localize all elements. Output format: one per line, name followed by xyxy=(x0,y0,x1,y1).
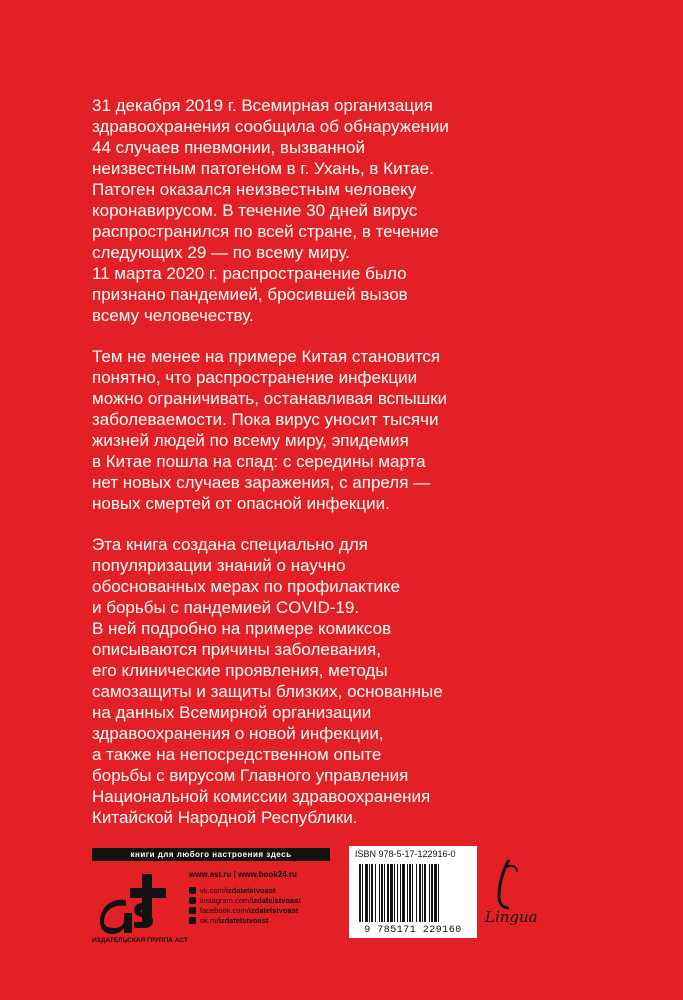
instagram-icon xyxy=(189,897,196,904)
social-link-instagram xyxy=(189,895,339,905)
text-line: на данных Всемирной организации xyxy=(92,703,372,722)
text-line: Национальной комиссии здравоохранения xyxy=(92,787,431,806)
text-line: всему человечеству. xyxy=(92,306,254,325)
social-handle: izdatelstvoast xyxy=(251,895,301,905)
text-line: популяризации знаний о научно xyxy=(92,556,346,575)
social-handle: izdatelstvoast xyxy=(225,885,276,895)
text-line: нет новых случаев заражения, с апреля — xyxy=(92,473,431,492)
slogan-bar: книги для любого настроения здесь xyxy=(92,848,330,861)
paragraph-1 xyxy=(92,95,532,326)
text-line: самозащиты и защиты близких, основанные xyxy=(92,682,443,701)
paragraph-3 xyxy=(92,534,532,828)
annotation-text xyxy=(92,95,532,848)
social-prefix: vk.com/ xyxy=(200,885,226,895)
publisher-caption: ИЗДАТЕЛЬСКАЯ ГРУППА АСТ xyxy=(92,937,188,944)
text-line: его клинические проявления, методы xyxy=(92,661,388,680)
barcode-digits: 9 785171 229160 xyxy=(364,925,462,936)
social-link-vk xyxy=(189,885,339,895)
lingua-logo xyxy=(485,858,545,938)
social-link-facebook xyxy=(189,905,339,915)
facebook-icon xyxy=(189,907,196,914)
barcode-icon xyxy=(357,864,469,922)
text-line: в Китае пошла на спад: с середины марта xyxy=(92,452,426,471)
lingua-swirl-icon xyxy=(487,858,527,914)
text-line: Патоген оказался неизвестным человеку xyxy=(92,180,417,199)
website-links: www.ast.ru | www.book24.ru xyxy=(189,870,297,879)
text-line: и борьбы с пандемией COVID-19. xyxy=(92,598,360,617)
text-line: можно ограничивать, останавливая вспышки xyxy=(92,389,448,408)
paragraph-2 xyxy=(92,346,532,514)
text-line: Тем не менее на примере Китая становится xyxy=(92,347,441,366)
social-prefix: facebook.com/ xyxy=(200,905,249,915)
text-line: следующих 29 — по всему миру. xyxy=(92,243,350,262)
social-handle: izdatelstvoast xyxy=(248,905,299,915)
text-line: борьбы с вирусом Главного управления xyxy=(92,766,409,785)
text-line: жизней людей по всему миру, эпидемия xyxy=(92,431,409,450)
text-line: заболеваемости. Пока вирус уносит тысячи xyxy=(92,410,439,429)
social-handle: izdatelstvoast xyxy=(218,915,269,925)
text-line: здравоохранения о новой инфекции, xyxy=(92,724,384,743)
social-prefix: ok.ru/ xyxy=(200,915,219,925)
text-line: В ней подробно на примере комиксов xyxy=(92,619,392,638)
social-link-ok xyxy=(189,915,339,925)
text-line: обоснованных мерах по профилактике xyxy=(92,577,401,596)
text-line: Эта книга создана специально для xyxy=(92,535,368,554)
imprint-name: Lingua xyxy=(485,908,538,926)
back-cover-footer xyxy=(92,840,652,980)
text-line: 11 марта 2020 г. распространение было xyxy=(92,264,407,283)
isbn-number: ISBN 978-5-17-122916-0 xyxy=(355,849,456,859)
text-line: признано пандемией, бросившей вызов xyxy=(92,285,408,304)
text-line: а также на непосредственном опыте xyxy=(92,745,382,764)
isbn-barcode-box xyxy=(349,846,477,938)
text-line: неизвестным патогеном в г. Ухань, в Китае. xyxy=(92,159,434,178)
text-line: здравоохранения сообщила об обнаружении xyxy=(92,117,449,136)
text-line: понятно, что распространение инфекции xyxy=(92,368,418,387)
text-line: описываются причины заболевания, xyxy=(92,640,381,659)
text-line: коронавирусом. В течение 30 дней вирус xyxy=(92,201,418,220)
ast-logo-icon xyxy=(98,870,174,934)
text-line: распространился по всей стране, в течение xyxy=(92,222,439,241)
text-line: новых смертей от опасной инфекции. xyxy=(92,494,390,513)
text-line: 31 декабря 2019 г. Всемирная организация xyxy=(92,96,433,115)
text-line: Китайской Народной Республики. xyxy=(92,808,358,827)
publisher-links xyxy=(189,870,339,925)
social-prefix: instagram.com/ xyxy=(200,895,252,905)
odnoklassniki-icon xyxy=(189,917,196,924)
text-line: 44 случаев пневмонии, вызванной xyxy=(92,138,365,157)
vk-icon xyxy=(189,887,196,894)
